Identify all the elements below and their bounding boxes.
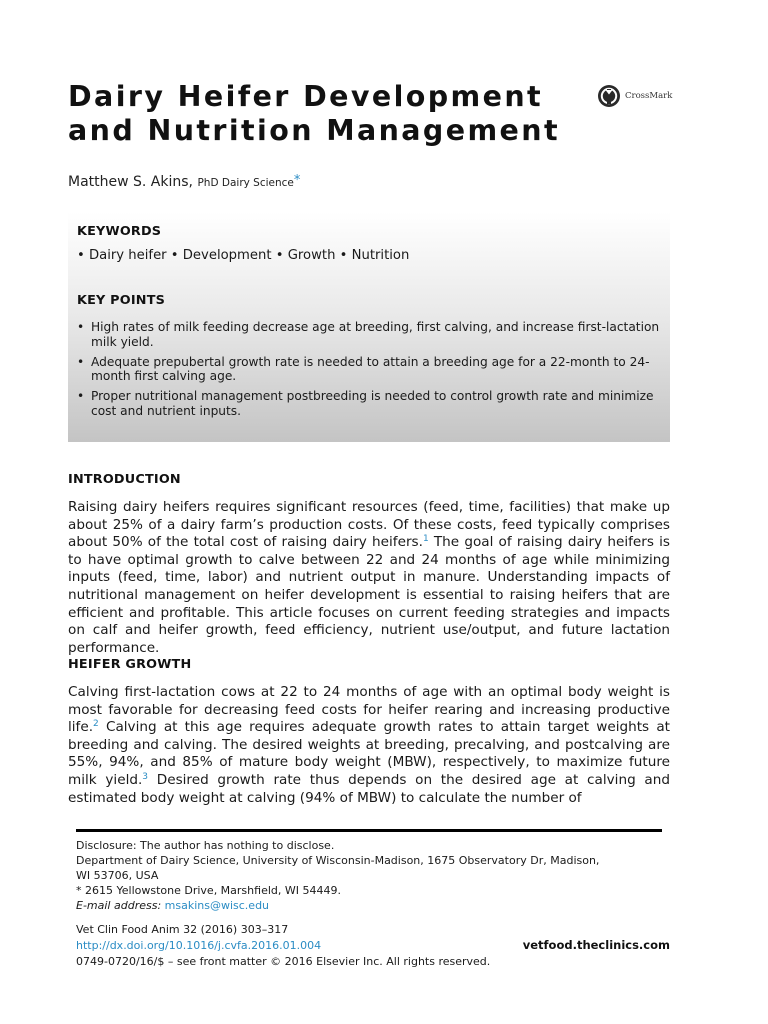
section-heading-heifer-growth: HEIFER GROWTH: [68, 657, 192, 672]
reference-link-3[interactable]: 3: [142, 771, 149, 782]
author-line: [68, 173, 300, 190]
keywords-list: • Dairy heifer • Development • Growth • Nutrition: [77, 248, 410, 263]
author-degree: PhD Dairy Science: [197, 177, 294, 189]
keywords-heading: KEYWORDS: [77, 224, 162, 239]
author-name: Matthew S. Akins,: [68, 174, 194, 190]
journal-info: [76, 922, 490, 970]
title-line-2: and Nutrition Management: [68, 114, 561, 147]
disclosure-note: Disclosure: The author has nothing to disclose.: [76, 839, 335, 852]
email-link[interactable]: msakins@wisc.edu: [164, 899, 270, 912]
corresponding-address: * 2615 Yellowstone Drive, Marshfield, WI 54449.: [76, 884, 341, 897]
key-point-item: • High rates of milk feeding decrease age at breeding, first calving, and increase first-lactation milk yield.: [77, 320, 662, 349]
footnotes: [76, 838, 670, 913]
footnote-divider: [76, 829, 662, 832]
growth-text-a: Calving first-lactation cows at 22 to 24 months of age with an optimal body weight is most favorable for decreasing feed costs for heifer rearing and increasing productive life.: [68, 684, 670, 736]
introduction-paragraph: [68, 499, 670, 657]
keywords-keypoints-box: [68, 212, 670, 442]
copyright-line: 0749-0720/16/$ – see front matter © 2016 Elsevier Inc. All rights reserved.: [76, 955, 491, 968]
crossmark-badge[interactable]: [597, 84, 672, 108]
key-point-item: • Adequate prepubertal growth rate is needed to attain a breeding age for a 22-month to 24-month first calving age.: [77, 355, 662, 384]
crossmark-icon: [597, 84, 621, 108]
reference-link-2[interactable]: 2: [93, 719, 99, 730]
email-label: E-mail address:: [76, 899, 162, 912]
heifer-growth-paragraph: [68, 684, 670, 807]
reference-link-1[interactable]: 1: [422, 534, 429, 545]
key-points-heading: KEY POINTS: [77, 293, 166, 308]
crossmark-label: CrossMark: [625, 91, 673, 101]
journal-citation: Vet Clin Food Anim 32 (2016) 303–317: [76, 923, 289, 936]
growth-text-b: Calving at this age requires adequate growth rates to attain target weights at breeding and calving. The desired weights at breeding, precalving, and postcalving are 55%, 94%, and 85% of mature body weight (MBW), respectively, to maximize future milk yield.: [68, 719, 670, 788]
intro-text-b: The goal of raising dairy heifers is to have optimal growth to calve between 22 and 24 months of age while minimizing inputs (feed, time, labor) and nutrient output in manure. Understanding impacts of nutritional management on heifer development is essential to raising heifers that are efficient and profitable. This article focuses on current feeding strategies and impacts on calf and heifer growth, feed efficiency, nutrient use/output, and future lactation performance.: [68, 534, 670, 656]
title-line-1: Dairy Heifer Development: [68, 80, 544, 113]
section-heading-introduction: INTRODUCTION: [68, 472, 181, 487]
author-footnote-mark[interactable]: *: [293, 173, 301, 188]
key-point-item: • Proper nutritional management postbreeding is needed to control growth rate and minimize cost and nutrient inputs.: [77, 389, 662, 418]
journal-website[interactable]: vetfood.theclinics.com: [522, 938, 670, 952]
affiliation-line-2: WI 53706, USA: [76, 869, 159, 882]
doi-link[interactable]: http://dx.doi.org/10.1016/j.cvfa.2016.01.004: [76, 939, 322, 952]
email-line: [76, 898, 670, 913]
key-points-list: [77, 320, 662, 424]
growth-text-c: Desired growth rate thus depends on the desired age at calving and estimated body weight at calving (94% of MBW) to calculate the number of: [68, 771, 670, 806]
intro-text-a: Raising dairy heifers requires significant resources (feed, time, facilities) that make up about 25% of a dairy farm’s production costs. Of these costs, feed typically comprises about 50% of the total cost of raising dairy heifers.: [68, 499, 670, 551]
article-title: [68, 80, 568, 148]
affiliation-line-1: Department of Dairy Science, University of Wisconsin-Madison, 1675 Observatory Dr, Madison,: [76, 854, 600, 867]
